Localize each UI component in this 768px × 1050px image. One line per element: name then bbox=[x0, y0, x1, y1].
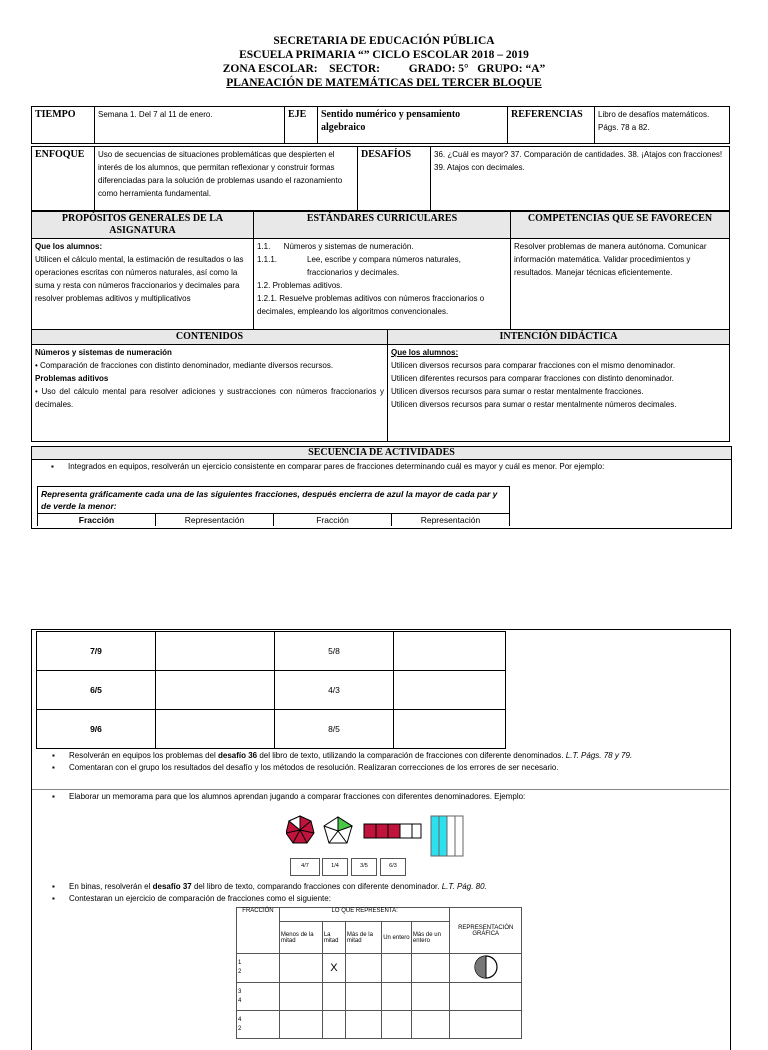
answer-cell[interactable] bbox=[279, 1011, 322, 1039]
fraction-cell bbox=[237, 954, 280, 983]
purposes-table bbox=[31, 211, 730, 330]
enfoque-label: ENFOQUE bbox=[32, 147, 95, 211]
zone-info: ZONA ESCOLAR: SECTOR: GRADO: 5° GRUPO: “A” bbox=[222, 63, 546, 75]
desafios-label: DESAFÍOS bbox=[358, 147, 431, 211]
referencias-value: Libro de desafíos matemáticos. Págs. 78 a 82. bbox=[595, 107, 730, 144]
answer-cell[interactable] bbox=[382, 1011, 412, 1039]
intent-1: Utilicen diversos recursos para comparar fracciones con el mismo denominador. bbox=[391, 361, 676, 370]
answer-cell[interactable] bbox=[279, 983, 322, 1011]
activity-1-text-2: del libro de texto, utilizando la comparación de fracciones con diferente denominados. bbox=[257, 751, 566, 760]
fraction-cell bbox=[237, 983, 280, 1011]
purposes-header: PROPÓSITOS GENERALES DE LA ASIGNATURA bbox=[32, 212, 254, 239]
intent-header: INTENCIÓN DIDÁCTICA bbox=[388, 330, 730, 345]
competences-text: Resolver problemas de manera autónoma. Comunicar información matemática. Validar procedimientos y resultados. Manejar técnicas eficientemente. bbox=[511, 239, 730, 330]
answer-cell[interactable] bbox=[345, 983, 381, 1011]
pair-representation[interactable] bbox=[156, 632, 275, 671]
pair-representation[interactable] bbox=[156, 671, 275, 710]
denominator: 4 bbox=[238, 997, 242, 1004]
col-fraction-2: Fracción bbox=[274, 514, 392, 526]
denominator: 2 bbox=[238, 969, 242, 975]
answer-cell[interactable] bbox=[345, 1011, 381, 1039]
activity-4-text: En binas, resolverán el bbox=[69, 882, 153, 891]
activity-1-ref: L.T. Págs. 78 y 79. bbox=[565, 751, 633, 760]
half-circle-icon bbox=[473, 954, 499, 980]
tiempo-label: TIEMPO bbox=[32, 107, 95, 144]
pair-representation[interactable] bbox=[394, 671, 506, 710]
answer-cell[interactable] bbox=[411, 1011, 450, 1039]
pair-representation[interactable] bbox=[394, 710, 506, 749]
exercise-box bbox=[37, 486, 510, 526]
pair-right: 8/5 bbox=[275, 710, 394, 749]
intent-3: Utilicen diversos recursos para sumar o restar mentalmente fracciones. bbox=[391, 387, 644, 396]
standard-2-row bbox=[257, 253, 507, 279]
memo-card[interactable]: 4/7 bbox=[290, 858, 320, 876]
purposes-text: Utilicen el cálculo mental, la estimación de resultados o las operaciones escritas con números naturales, así como la suma y resta con números fraccionarios y decimales para resolver problemas aditivos y multiplicativos bbox=[35, 255, 244, 303]
activity-4-desafio: desafío 37 bbox=[152, 882, 192, 891]
standard-2: Lee, escribe y compara números naturales, fraccionarios y decimales. bbox=[307, 255, 461, 277]
pair-left: 6/5 bbox=[37, 671, 156, 710]
enfoque-table bbox=[31, 146, 730, 211]
numerator: 4 bbox=[238, 1016, 242, 1023]
activity-1-desafio: desafío 36 bbox=[217, 751, 258, 760]
activities-list-1 bbox=[33, 750, 759, 774]
activities-list-3 bbox=[33, 881, 759, 905]
divider bbox=[32, 789, 729, 790]
answer-cell[interactable] bbox=[322, 1011, 345, 1039]
pair-representation[interactable] bbox=[394, 632, 506, 671]
bar-fraction-icon bbox=[364, 824, 421, 838]
answer-cell[interactable] bbox=[382, 983, 412, 1011]
school-name: ESCUELA PRIMARIA “” CICLO ESCOLAR 2018 – 2019 bbox=[239, 49, 529, 61]
col-fraction-1: Fracción bbox=[38, 514, 156, 526]
memo-card[interactable]: 1/4 bbox=[322, 858, 348, 876]
memo-card[interactable]: 3/5 bbox=[351, 858, 377, 876]
activity-bullet-4 bbox=[69, 881, 759, 893]
col-header-represents: LO QUE REPRESENTA: bbox=[279, 908, 450, 922]
activity-4-ref: L.T. Pág. 80. bbox=[441, 882, 487, 891]
activities-list-2 bbox=[33, 791, 759, 803]
numerator: 1 bbox=[238, 960, 242, 966]
sub-header-half: La mitad bbox=[322, 922, 345, 954]
answer-cell[interactable] bbox=[279, 954, 322, 983]
activity-4-text-2: del libro de texto, comparando fracciones con diferente denominador. bbox=[191, 882, 442, 891]
sub-header-whole: Un entero bbox=[382, 922, 412, 954]
eje-label: EJE bbox=[285, 107, 318, 144]
info-table bbox=[31, 106, 730, 144]
purposes-subtitle: Que los alumnos: bbox=[35, 242, 103, 251]
standard-3: 1.2. Problemas aditivos. bbox=[257, 281, 343, 290]
fraction-cell bbox=[237, 1011, 280, 1039]
graphic-cell[interactable] bbox=[450, 1011, 522, 1039]
competences-header: COMPETENCIAS QUE SE FAVORECEN bbox=[511, 212, 730, 239]
standard-2-number: 1.1.1. bbox=[257, 255, 278, 264]
pair-left: 7/9 bbox=[37, 632, 156, 671]
pair-right: 4/3 bbox=[275, 671, 394, 710]
enfoque-value: Uso de secuencias de situaciones problemáticas que despierten el interés de los alumnos, que permitan reflexionar y construir formas diferenciadas para la solución de problemas usando el razonamiento como herramienta fundamental. bbox=[95, 147, 358, 211]
standard-1: 1.1. Números y sistemas de numeración. bbox=[257, 242, 414, 251]
col-header-fraction: FRACCIÓN bbox=[237, 908, 280, 954]
contents-sub-1: Números y sistemas de numeración bbox=[35, 348, 172, 357]
answer-cell[interactable] bbox=[411, 954, 450, 983]
activity-1-text: Resolverán en equipos los problemas del bbox=[69, 751, 218, 760]
activity-bullet-2: ▪ Comentaran con el grupo los resultados del desafío y los métodos de resolución. Realizaran correcciones de los errores de ser necesario. bbox=[69, 762, 759, 774]
answer-cell[interactable]: X bbox=[322, 954, 345, 983]
standards-header: ESTÁNDARES CURRICULARES bbox=[254, 212, 511, 239]
col-representation-2: Representación bbox=[420, 515, 481, 525]
fraction-pairs-table bbox=[36, 631, 506, 749]
comparison-table bbox=[236, 907, 522, 1039]
col-header-graphic: REPRESENTACIÓN GRÁFICA bbox=[450, 908, 522, 954]
contents-item-2: • Uso del cálculo mental para resolver adiciones y sustracciones con números fraccionarios y decimales. bbox=[35, 387, 384, 409]
sequence-section bbox=[31, 446, 732, 529]
answer-cell[interactable] bbox=[382, 954, 412, 983]
answer-cell[interactable] bbox=[345, 954, 381, 983]
plan-title: PLANEACIÓN DE MATEMÁTICAS DEL TERCER BLOQUE bbox=[226, 77, 542, 89]
numerator: 3 bbox=[238, 988, 242, 995]
denominator: 2 bbox=[238, 1025, 242, 1032]
sequence-list bbox=[32, 461, 731, 473]
contents-sub-2: Problemas aditivos bbox=[35, 374, 109, 383]
contents-item-1: • Comparación de fracciones con distinto denominador, mediante diversos recursos. bbox=[35, 361, 334, 370]
activity-bullet-5: ▪ Contestaran un ejercicio de comparación de fracciones como el siguiente: bbox=[69, 893, 759, 905]
exercise-instruction: Representa gráficamente cada una de las siguientes fracciones, después encierra de azul la mayor de cada par y de verde la menor: bbox=[38, 487, 509, 514]
intent-2: Utilicen diferentes recursos para comparar fracciones con distinto denominador. bbox=[391, 374, 674, 383]
standard-4: 1.2.1. Resuelve problemas aditivos con números fraccionarios o decimales, empleando los algoritmos convencionales. bbox=[257, 294, 485, 316]
answer-cell[interactable] bbox=[411, 983, 450, 1011]
activity-bullet-1 bbox=[69, 750, 759, 762]
graphic-cell bbox=[450, 954, 522, 983]
memorama-illustration bbox=[286, 814, 476, 864]
school-title: SECRETARIA DE EDUCACIÓN PÚBLICA bbox=[273, 35, 495, 47]
sequence-bullet-1: ▪ Integrados en equipos, resolverán un ejercicio consistente en comparar pares de fracciones determinando cuál es mayor y cuál es menor. Por ejemplo: bbox=[68, 461, 727, 473]
intent-4: Utilicen diversos recursos para sumar o restar mentalmente números decimales. bbox=[391, 400, 677, 409]
eje-value: Sentido numérico y pensamiento algebraico bbox=[318, 107, 508, 144]
pair-representation[interactable] bbox=[156, 710, 275, 749]
pair-left: 9/6 bbox=[37, 710, 156, 749]
desafios-value: 36. ¿Cuál es mayor? 37. Comparación de cantidades. 38. ¡Atajos con fracciones! 39. Atajos con decimales. bbox=[431, 147, 730, 211]
exercise-columns bbox=[38, 514, 509, 526]
sequence-header: SECUENCIA DE ACTIVIDADES bbox=[32, 446, 731, 460]
col-representation-1: Representación bbox=[156, 514, 274, 526]
referencias-label: REFERENCIAS bbox=[508, 107, 595, 144]
tiempo-value: Semana 1. Del 7 al 11 de enero. bbox=[95, 107, 285, 144]
column-fraction-icon bbox=[431, 816, 463, 856]
sub-header-less-half: Menos de la mitad bbox=[279, 922, 322, 954]
pentagon-fraction-icon bbox=[324, 817, 352, 843]
graphic-cell[interactable] bbox=[450, 983, 522, 1011]
contents-header: CONTENIDOS bbox=[32, 330, 388, 345]
memo-card[interactable]: 6/3 bbox=[380, 858, 406, 876]
contents-table bbox=[31, 329, 730, 442]
activity-bullet-3: ▪ Elaborar un memorama para que los alumnos aprendan jugando a comparar fracciones con diferentes denominadores. Ejemplo: bbox=[69, 791, 759, 803]
answer-cell[interactable] bbox=[322, 983, 345, 1011]
heptagon-fraction-icon bbox=[286, 816, 314, 843]
sub-header-more-half: Más de la mitad bbox=[345, 922, 381, 954]
pair-right: 5/8 bbox=[275, 632, 394, 671]
sub-header-more-whole: Más de un entero bbox=[411, 922, 450, 954]
intent-title: Que los alumnos: bbox=[391, 348, 459, 357]
